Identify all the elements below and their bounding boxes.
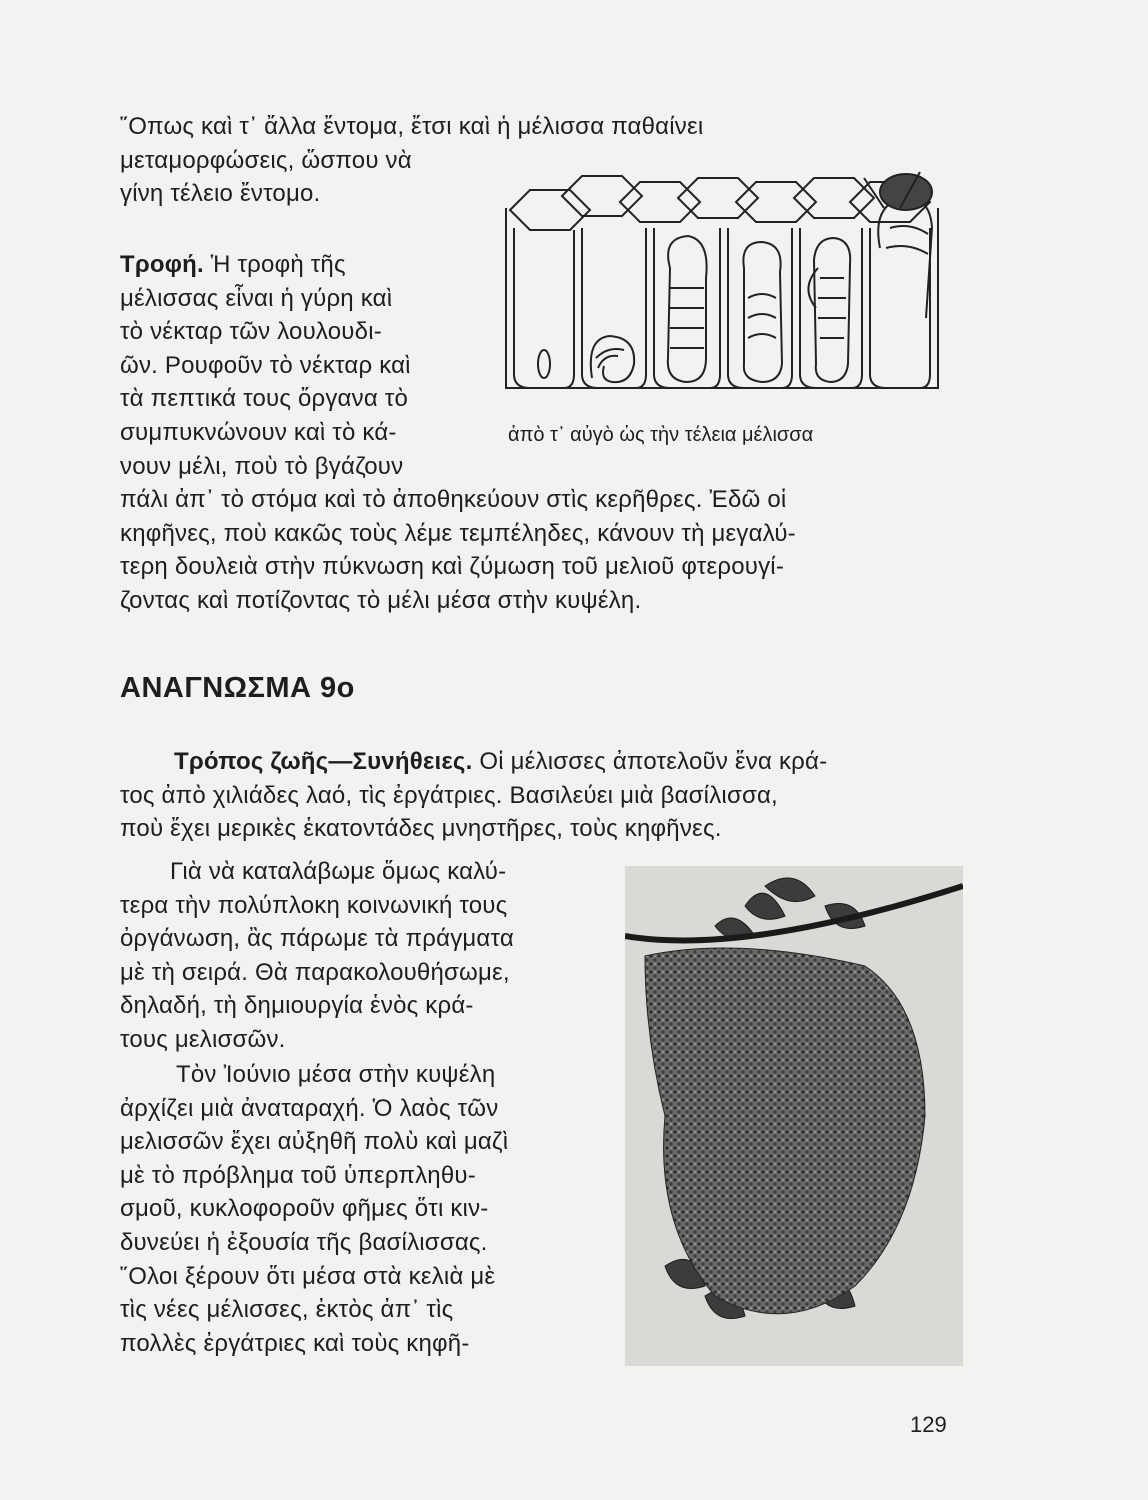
section-heading: ΑΝΑΓΝΩΣΜΑ 9ο bbox=[120, 672, 355, 704]
figure-caption: ἀπὸ τ᾽ αὐγὸ ὡς τὴν τέλεια μέλισσα bbox=[508, 424, 814, 446]
text-line: τὰ πεπτικά τους ὄργανα τὸ bbox=[120, 385, 408, 413]
lifestyle-title: Τρόπος ζωῆς—Συνήθειες. bbox=[174, 748, 473, 775]
organization-paragraph bbox=[120, 855, 514, 1057]
text-line: σμοῦ, κυκλοφοροῦν φῆμες ὅτι κιν- bbox=[120, 1195, 489, 1223]
text-line: μὲ τὴ σειρά. Θὰ παρακολουθήσωμε, bbox=[120, 958, 510, 986]
text-line: μέλισσας εἶναι ἡ γύρη καὶ bbox=[120, 284, 393, 312]
text-line: ποὺ ἔχει μερικὲς ἑκατοντάδες μνηστῆρες, τοὺς κηφῆνες. bbox=[120, 815, 722, 843]
text-line: τους μελισσῶν. bbox=[120, 1025, 286, 1053]
lifestyle-first-line: Οἱ μέλισσες ἀποτελοῦν ἕνα κρά- bbox=[472, 748, 828, 775]
text-line: δηλαδή, τὴ δημιουργία ἑνὸς κρά- bbox=[120, 992, 474, 1020]
text-line: τὶς νέες μέλισσες, ἐκτὸς ἀπ᾽ τὶς bbox=[120, 1296, 454, 1324]
text-line: ὀργάνωση, ἂς πάρωμε τὰ πράγματα bbox=[120, 925, 514, 953]
text-line: τερα τὴν πολύπλοκη κοινωνική τους bbox=[120, 891, 508, 919]
text-line: ῞Οπως καὶ τ᾽ ἄλλα ἔντομα, ἔτσι καὶ ἡ μέλισσα παθαίνει bbox=[120, 113, 704, 140]
text-line: μὲ τὸ πρόβλημα τοῦ ὑπερπληθυ- bbox=[120, 1161, 476, 1189]
text-line: πολλὲς ἐργάτριες καὶ τοὺς κηφῆ- bbox=[120, 1329, 470, 1357]
text-line: τος ἀπὸ χιλιάδες λαό, τὶς ἐργάτριες. Βασιλεύει μιὰ βασίλισσα, bbox=[120, 781, 778, 809]
food-title: Τροφή. bbox=[120, 251, 204, 278]
text-line: ῞Ολοι ξέρουν ὅτι μέσα στὰ κελιὰ μὲ bbox=[120, 1262, 496, 1290]
text-line bbox=[120, 745, 827, 779]
text-line: ζοντας καὶ ποτίζοντας τὸ μέλι μέσα στὴν κυψέλη. bbox=[120, 586, 642, 614]
text-line: τερη δουλειὰ στὴν πύκνωση καὶ ζύμωση τοῦ μελιοῦ φτερουγί- bbox=[120, 553, 785, 581]
june-paragraph bbox=[120, 1058, 508, 1360]
page-number: 129 bbox=[910, 1412, 947, 1437]
text-line: συμπυκνώνουν καὶ τὸ κά- bbox=[120, 418, 397, 446]
text-line: Τὸν Ἰούνιο μέσα στὴν κυψέλη bbox=[176, 1061, 496, 1088]
text-line: Γιὰ νὰ καταλάβωμε ὅμως καλύ- bbox=[170, 858, 507, 885]
text-line: δυνεύει ἡ ἐξουσία τῆς βασίλισσας. bbox=[120, 1228, 488, 1256]
bee-swarm-photo bbox=[625, 866, 963, 1366]
text-line: ῶν. Ρουφοῦν τὸ νέκταρ καὶ bbox=[120, 351, 411, 379]
text-line: κηφῆνες, ποὺ κακῶς τοὺς λέμε τεμπέληδες, κάνουν τὴ μεγαλύ- bbox=[120, 519, 796, 547]
text-line bbox=[120, 248, 796, 282]
text-line: πάλι ἀπ᾽ τὸ στόμα καὶ τὸ ἀποθηκεύουν στὶς κερῆθρες. Ἐδῶ οἱ bbox=[120, 486, 787, 514]
text-line: νουν μέλι, ποὺ τὸ βγάζουν bbox=[120, 452, 404, 480]
food-first-line: Ἡ τροφὴ τῆς bbox=[203, 251, 346, 278]
lifestyle-paragraph bbox=[120, 745, 827, 846]
text-line: τὸ νέκταρ τῶν λουλουδι- bbox=[120, 318, 382, 346]
text-line: μελισσῶν ἔχει αὐξηθῆ πολὺ καὶ μαζὶ bbox=[120, 1128, 509, 1156]
text-line: ἀρχίζει μιὰ ἀναταραχή. Ὁ λαὸς τῶν bbox=[120, 1094, 499, 1122]
text-line: γίνη τέλειο ἔντομο. bbox=[120, 180, 321, 208]
text-line: μεταμορφώσεις, ὥσπου νὰ bbox=[120, 146, 412, 174]
